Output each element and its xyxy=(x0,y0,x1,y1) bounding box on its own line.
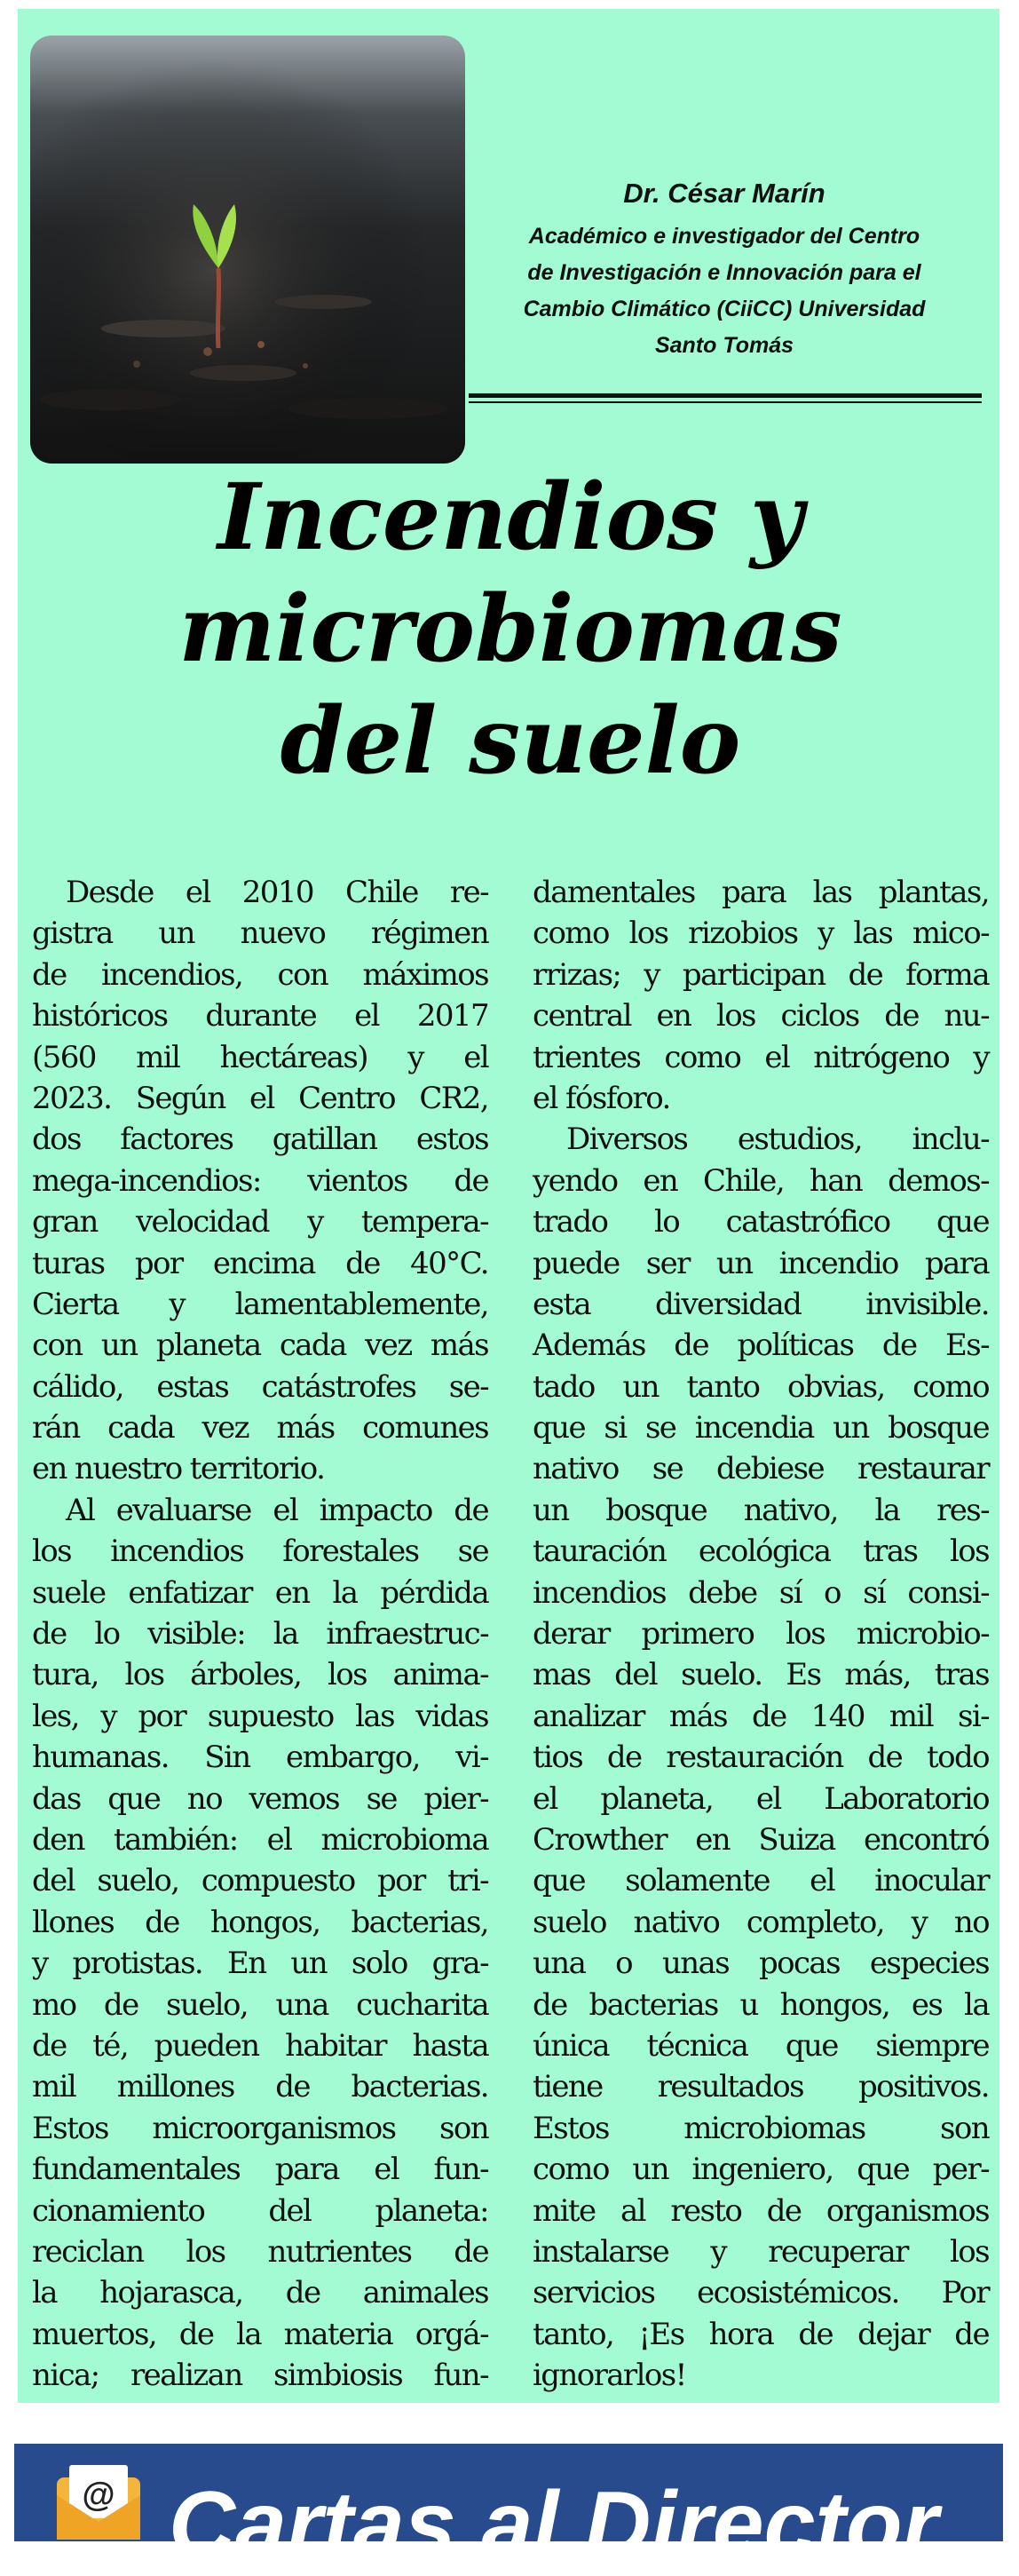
article-text-line: que si se incendia un bosque xyxy=(533,1410,989,1447)
article-text-line: un bosque nativo, la res- xyxy=(533,1492,989,1528)
article-text-line: Desde el 2010 Chile re- xyxy=(66,875,488,910)
article-text-line: nica; realizan simbiosis fun- xyxy=(32,2358,488,2394)
article-text-line: llones de hongos, bacterias, xyxy=(32,1904,488,1940)
article-text-line: yendo en Chile, han demos- xyxy=(533,1162,989,1199)
article-text-line: damentales para las plantas, xyxy=(533,875,989,910)
title-line: microbiomas xyxy=(178,575,842,683)
article-column-left xyxy=(32,872,488,2396)
article-text-line: rán cada vez más comunes xyxy=(32,1410,488,1447)
article-text-line: y protistas. En un solo gra- xyxy=(32,1946,488,1982)
article-text-line: les, y por supuesto las vidas xyxy=(32,1698,488,1734)
article-text-line: nativo se debiese restaurar xyxy=(533,1451,989,1487)
article-text-line: única técnica que siempre xyxy=(533,2027,989,2064)
article-text-line: mite al resto de organismos xyxy=(533,2192,989,2229)
article-text-line: reciclan los nutrientes de xyxy=(32,2233,488,2270)
article-text-line: tauración ecológica tras los xyxy=(533,1534,989,1570)
article-text-line: que solamente el inocular xyxy=(533,1863,989,1899)
article-text-line: tanto, ¡Es hora de dejar de xyxy=(533,2316,989,2352)
article-text-line: 2023. Según el Centro CR2, xyxy=(32,1080,488,1116)
author-affiliation-line: Cambio Climático (CiiCC) Universidad xyxy=(523,297,926,321)
article-title xyxy=(27,462,994,797)
article-text-line: rrizas; y participan de forma xyxy=(533,956,989,993)
article-text-line: instalarse y recuperar los xyxy=(533,2233,989,2270)
article-text-line: puede ser un incendio para xyxy=(533,1245,989,1281)
article-text-line: trientes como el nitrógeno y xyxy=(533,1039,989,1075)
author-block xyxy=(470,178,978,364)
article-text-line: turas por encima de 40°C. xyxy=(32,1245,488,1281)
author-name: Dr. César Marín xyxy=(623,178,825,209)
article-text-line: trado lo catastrófico que xyxy=(533,1204,989,1240)
author-affiliation-line: Santo Tomás xyxy=(654,333,794,358)
article-text-line: una o unas pocas especies xyxy=(533,1946,989,1982)
article-text-line: servicios ecosistémicos. Por xyxy=(533,2275,989,2311)
article-text-line: los incendios forestales se xyxy=(32,1534,488,1570)
article-text-line: Crowther en Suiza encontró xyxy=(533,1821,989,1858)
article-text-line: analizar más de 140 mil si- xyxy=(533,1698,989,1734)
envelope-icon xyxy=(50,2460,147,2540)
article-text-line: Además de políticas de Es- xyxy=(533,1328,989,1364)
article-text-line: de incendios, con máximos xyxy=(32,956,488,993)
article-text-line: de bacterias u hongos, es la xyxy=(533,1986,989,2023)
article-text-line: ignorarlos! xyxy=(533,2358,686,2394)
article-text-line: tiene resultados positivos. xyxy=(533,2069,989,2105)
author-divider-thin xyxy=(469,401,982,403)
article-photo xyxy=(30,36,465,464)
article-text-line: gistra un nuevo régimen xyxy=(32,915,488,952)
article-text-line: cionamiento del planeta: xyxy=(32,2192,488,2229)
article-text-line: mo de suelo, una cucharita xyxy=(32,1986,488,2023)
title-line: Incendios y xyxy=(217,464,803,571)
article-text-line: tura, los árboles, los anima- xyxy=(32,1657,488,1693)
author-affiliation-line: Académico e investigador del Centro xyxy=(528,224,920,249)
article-text-line: Diversos estudios, inclu- xyxy=(566,1122,989,1158)
article-text-line: de lo visible: la infraestruc- xyxy=(32,1616,488,1653)
article-text-line: humanas. Sin embargo, vi- xyxy=(32,1740,488,1776)
envelope-at-symbol: @ xyxy=(82,2477,115,2514)
article-text-line: en nuestro territorio. xyxy=(32,1451,325,1487)
article-text-line: muertos, de la materia orgá- xyxy=(32,2316,488,2352)
article-text-line: Cierta y lamentablemente, xyxy=(32,1286,488,1322)
article-text-line: incendios debe sí o sí consi- xyxy=(533,1574,989,1611)
article-text-line: suelo nativo completo, y no xyxy=(533,1904,989,1940)
article-text-line: derar primero los microbio- xyxy=(533,1616,989,1653)
article-text-line: fundamentales para el fun- xyxy=(32,2152,488,2188)
article-text-line: gran velocidad y tempera- xyxy=(32,1204,488,1240)
article-text-line: suele enfatizar en la pérdida xyxy=(32,1574,488,1611)
article-text-line: como los rizobios y las mico- xyxy=(533,915,989,952)
article-text-line: mas del suelo. Es más, tras xyxy=(533,1657,989,1693)
article-text-line: como un ingeniero, que per- xyxy=(533,2152,989,2188)
author-affiliation-line: de Investigación e Innovación para el xyxy=(527,260,921,285)
author-divider xyxy=(469,393,982,398)
article-text-line: de té, pueden habitar hasta xyxy=(32,2027,488,2064)
article-text-line: el fósforo. xyxy=(533,1080,670,1116)
article-text-line: el planeta, el Laboratorio xyxy=(533,1780,989,1817)
article-text-line: tios de restauración de todo xyxy=(533,1740,989,1776)
article-text-line: del suelo, compuesto por tri- xyxy=(32,1863,488,1899)
article-text-line: das que no vemos se pier- xyxy=(32,1780,488,1817)
article-text-line: la hojarasca, de animales xyxy=(32,2275,488,2311)
article-text-line: tado un tanto obvias, como xyxy=(533,1368,989,1405)
article-text-line: mega-incendios: vientos de xyxy=(32,1162,488,1199)
article-column-right xyxy=(533,872,989,2396)
article-text-line: cálido, estas catástrofes se- xyxy=(32,1368,488,1405)
article-text-line: esta diversidad invisible. xyxy=(533,1286,989,1322)
article-text-line: Al evaluarse el impacto de xyxy=(66,1492,488,1528)
article-text-line: Estos microbiomas son xyxy=(533,2110,989,2146)
article-text-line: dos factores gatillan estos xyxy=(32,1122,488,1158)
article-text-line: Estos microorganismos son xyxy=(32,2110,488,2146)
article-text-line: con un planeta cada vez más xyxy=(32,1328,488,1364)
article-text-line: históricos durante el 2017 xyxy=(32,998,488,1034)
section-title: Cartas al Director xyxy=(169,2473,939,2576)
article-text-line: mil millones de bacterias. xyxy=(32,2069,488,2105)
article-text-line: central en los ciclos de nu- xyxy=(533,998,989,1034)
article-text-line: (560 mil hectáreas) y el xyxy=(32,1039,488,1075)
title-line: del suelo xyxy=(280,687,741,795)
article-text-line: den también: el microbioma xyxy=(32,1821,488,1858)
seedling-photo xyxy=(30,36,465,464)
